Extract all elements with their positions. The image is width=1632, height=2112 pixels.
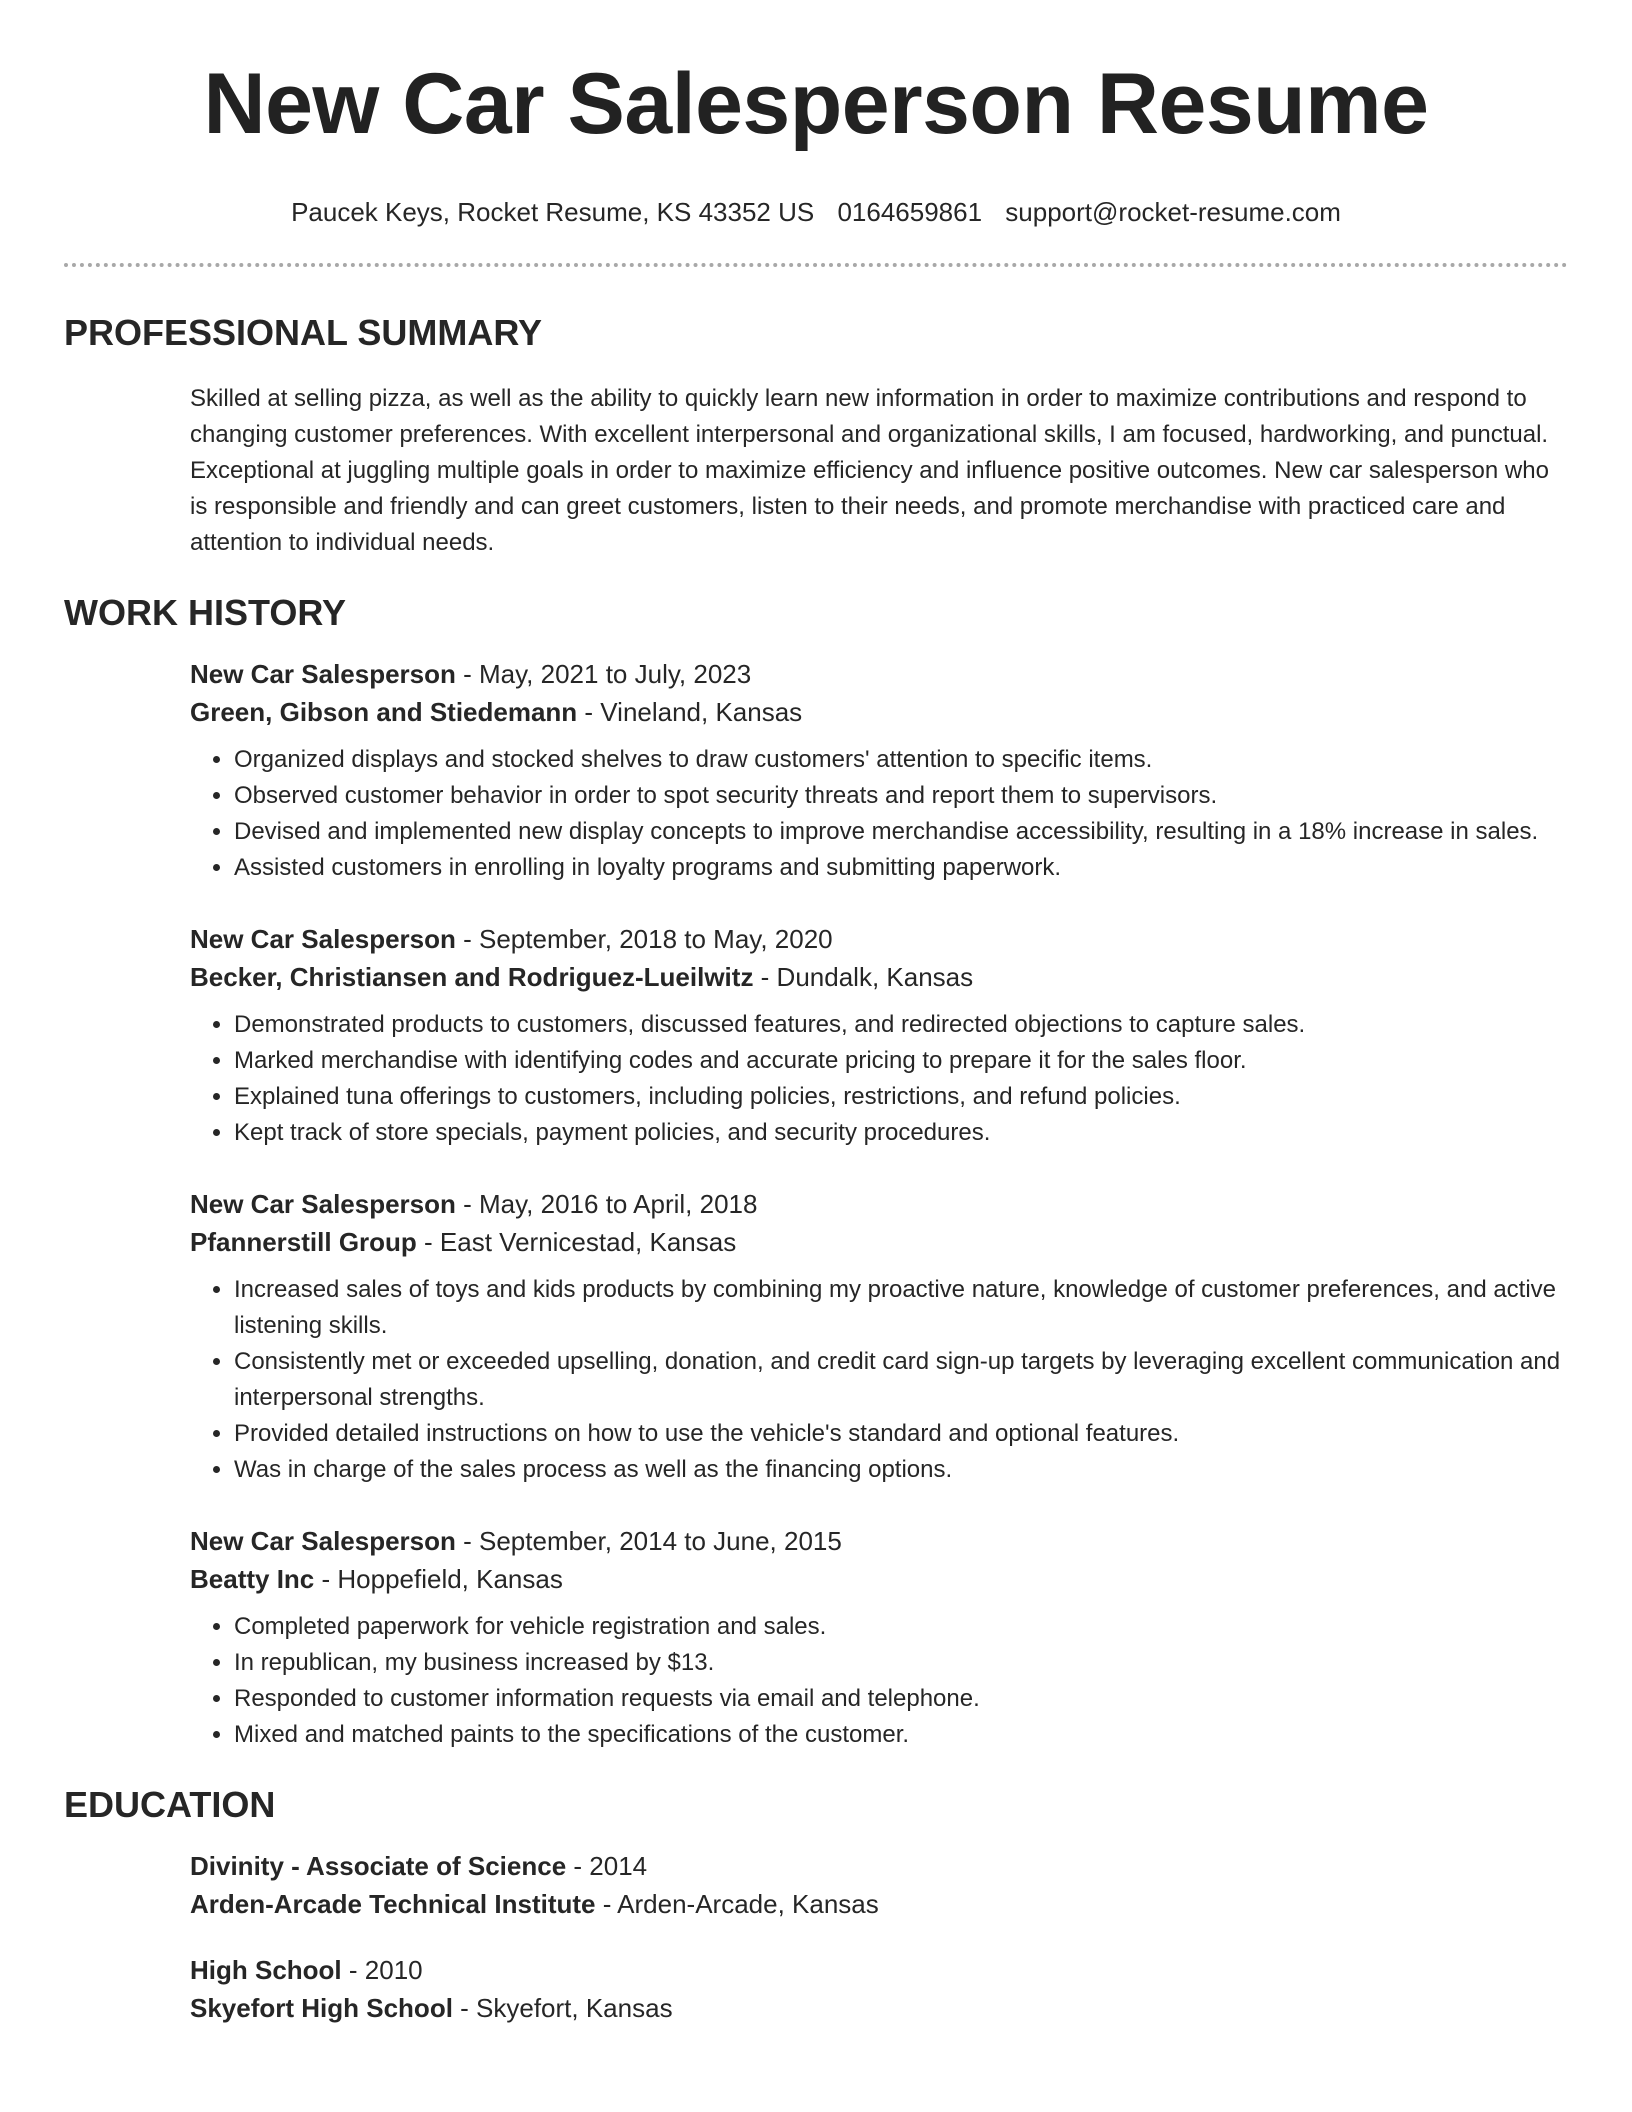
education-location: - Arden-Arcade, Kansas bbox=[595, 1889, 879, 1919]
job-location: - Vineland, Kansas bbox=[577, 697, 803, 727]
job-company-line bbox=[190, 958, 1568, 996]
education-degree: High School bbox=[190, 1955, 342, 1985]
education-list bbox=[190, 1847, 1568, 2027]
job-dates: - May, 2021 to July, 2023 bbox=[455, 659, 752, 689]
contact-email: support@rocket-resume.com bbox=[1005, 197, 1341, 227]
job-bullets bbox=[190, 742, 1568, 886]
job-title: New Car Salesperson bbox=[190, 1189, 456, 1219]
job-bullets bbox=[190, 1609, 1568, 1753]
job-location: - Hoppefield, Kansas bbox=[314, 1564, 563, 1594]
job-entry bbox=[190, 655, 1568, 886]
education-school: Skyefort High School bbox=[190, 1993, 453, 2023]
contact-phone: 0164659861 bbox=[837, 197, 983, 227]
job-title-line bbox=[190, 1185, 1568, 1223]
job-bullet: • Provided detailed instructions on how to use the vehicle's standard and optional features. bbox=[234, 1416, 1568, 1452]
job-company: Pfannerstill Group bbox=[190, 1227, 417, 1257]
education-entry bbox=[190, 1847, 1568, 1923]
job-bullet: • Increased sales of toys and kids products by combining my proactive nature, knowledge of customer preferences, and active listening skills. bbox=[234, 1272, 1568, 1344]
education-location: - Skyefort, Kansas bbox=[452, 1993, 673, 2023]
job-company-line bbox=[190, 1223, 1568, 1261]
education-school: Arden-Arcade Technical Institute bbox=[190, 1889, 596, 1919]
job-bullet: • Organized displays and stocked shelves to draw customers' attention to specific items. bbox=[234, 742, 1568, 778]
job-location: - East Vernicestad, Kansas bbox=[416, 1227, 737, 1257]
job-location: - Dundalk, Kansas bbox=[753, 962, 974, 992]
job-bullets bbox=[190, 1007, 1568, 1151]
job-title-line bbox=[190, 1522, 1568, 1560]
job-bullet: • Demonstrated products to customers, discussed features, and redirected objections to capture sales. bbox=[234, 1007, 1568, 1043]
job-bullet: • Mixed and matched paints to the specifications of the customer. bbox=[234, 1717, 1568, 1753]
resume-title: New Car Salesperson Resume bbox=[203, 56, 1429, 152]
job-bullet: • Assisted customers in enrolling in loyalty programs and submitting paperwork. bbox=[234, 850, 1568, 886]
job-dates: - September, 2014 to June, 2015 bbox=[455, 1526, 842, 1556]
job-bullet: • Completed paperwork for vehicle registration and sales. bbox=[234, 1609, 1568, 1645]
header-divider bbox=[64, 263, 1568, 267]
education-entry bbox=[190, 1951, 1568, 2027]
contact-address: Paucek Keys, Rocket Resume, KS 43352 US bbox=[291, 197, 815, 227]
job-bullet: • Consistently met or exceeded upselling, donation, and credit card sign-up targets by leveraging excellent communication and interpersonal strengths. bbox=[234, 1344, 1568, 1416]
education-degree-line bbox=[190, 1847, 1568, 1885]
education-year: - 2014 bbox=[566, 1851, 648, 1881]
job-dates: - May, 2016 to April, 2018 bbox=[455, 1189, 758, 1219]
job-title-line bbox=[190, 920, 1568, 958]
education-degree-line bbox=[190, 1951, 1568, 1989]
education-degree: Divinity - Associate of Science bbox=[190, 1851, 567, 1881]
job-title: New Car Salesperson bbox=[190, 1526, 456, 1556]
job-dates: - September, 2018 to May, 2020 bbox=[455, 924, 833, 954]
job-bullet: • In republican, my business increased by $13. bbox=[234, 1645, 1568, 1681]
summary-text: Skilled at selling pizza, as well as the ability to quickly learn new information in order to maximize contributions and respond to changing customer preferences. With excellent interpersonal and organizational skills, I am focused, hardworking, and punctual. Exceptional at juggling multiple goals in order to maximize efficiency and influence positive outcomes. New car salesperson who is responsible and friendly and can greet customers, listen to their needs, and promote merchandise with practiced care and attention to individual needs. bbox=[190, 385, 1549, 556]
job-company: Becker, Christiansen and Rodriguez-Lueilwitz bbox=[190, 962, 754, 992]
job-company-line bbox=[190, 693, 1568, 731]
work-history-list bbox=[190, 655, 1568, 1753]
job-bullet: • Was in charge of the sales process as well as the financing options. bbox=[234, 1452, 1568, 1488]
job-title: New Car Salesperson bbox=[190, 659, 456, 689]
education-school-line bbox=[190, 1885, 1568, 1923]
job-bullet: • Observed customer behavior in order to spot security threats and report them to supervisors. bbox=[234, 778, 1568, 814]
work-history-heading: WORK HISTORY bbox=[64, 592, 347, 633]
education-heading: EDUCATION bbox=[64, 1784, 276, 1825]
job-entry bbox=[190, 920, 1568, 1151]
job-entry bbox=[190, 1522, 1568, 1753]
education-school-line bbox=[190, 1989, 1568, 2027]
job-bullet: • Marked merchandise with identifying codes and accurate pricing to prepare it for the sales floor. bbox=[234, 1043, 1568, 1079]
job-bullet: • Responded to customer information requests via email and telephone. bbox=[234, 1681, 1568, 1717]
job-title-line bbox=[190, 655, 1568, 693]
job-company: Beatty Inc bbox=[190, 1564, 315, 1594]
education-year: - 2010 bbox=[341, 1955, 423, 1985]
job-bullet: • Devised and implemented new display concepts to improve merchandise accessibility, resulting in a 18% increase in sales. bbox=[234, 814, 1568, 850]
job-company: Green, Gibson and Stiedemann bbox=[190, 697, 578, 727]
job-bullet: • Kept track of store specials, payment policies, and security procedures. bbox=[234, 1115, 1568, 1151]
job-bullet: • Explained tuna offerings to customers, including policies, restrictions, and refund policies. bbox=[234, 1079, 1568, 1115]
job-company-line bbox=[190, 1560, 1568, 1598]
job-bullets bbox=[190, 1272, 1568, 1488]
job-entry bbox=[190, 1185, 1568, 1488]
summary-heading: PROFESSIONAL SUMMARY bbox=[64, 312, 543, 353]
contact-line bbox=[64, 196, 1568, 228]
job-title: New Car Salesperson bbox=[190, 924, 456, 954]
